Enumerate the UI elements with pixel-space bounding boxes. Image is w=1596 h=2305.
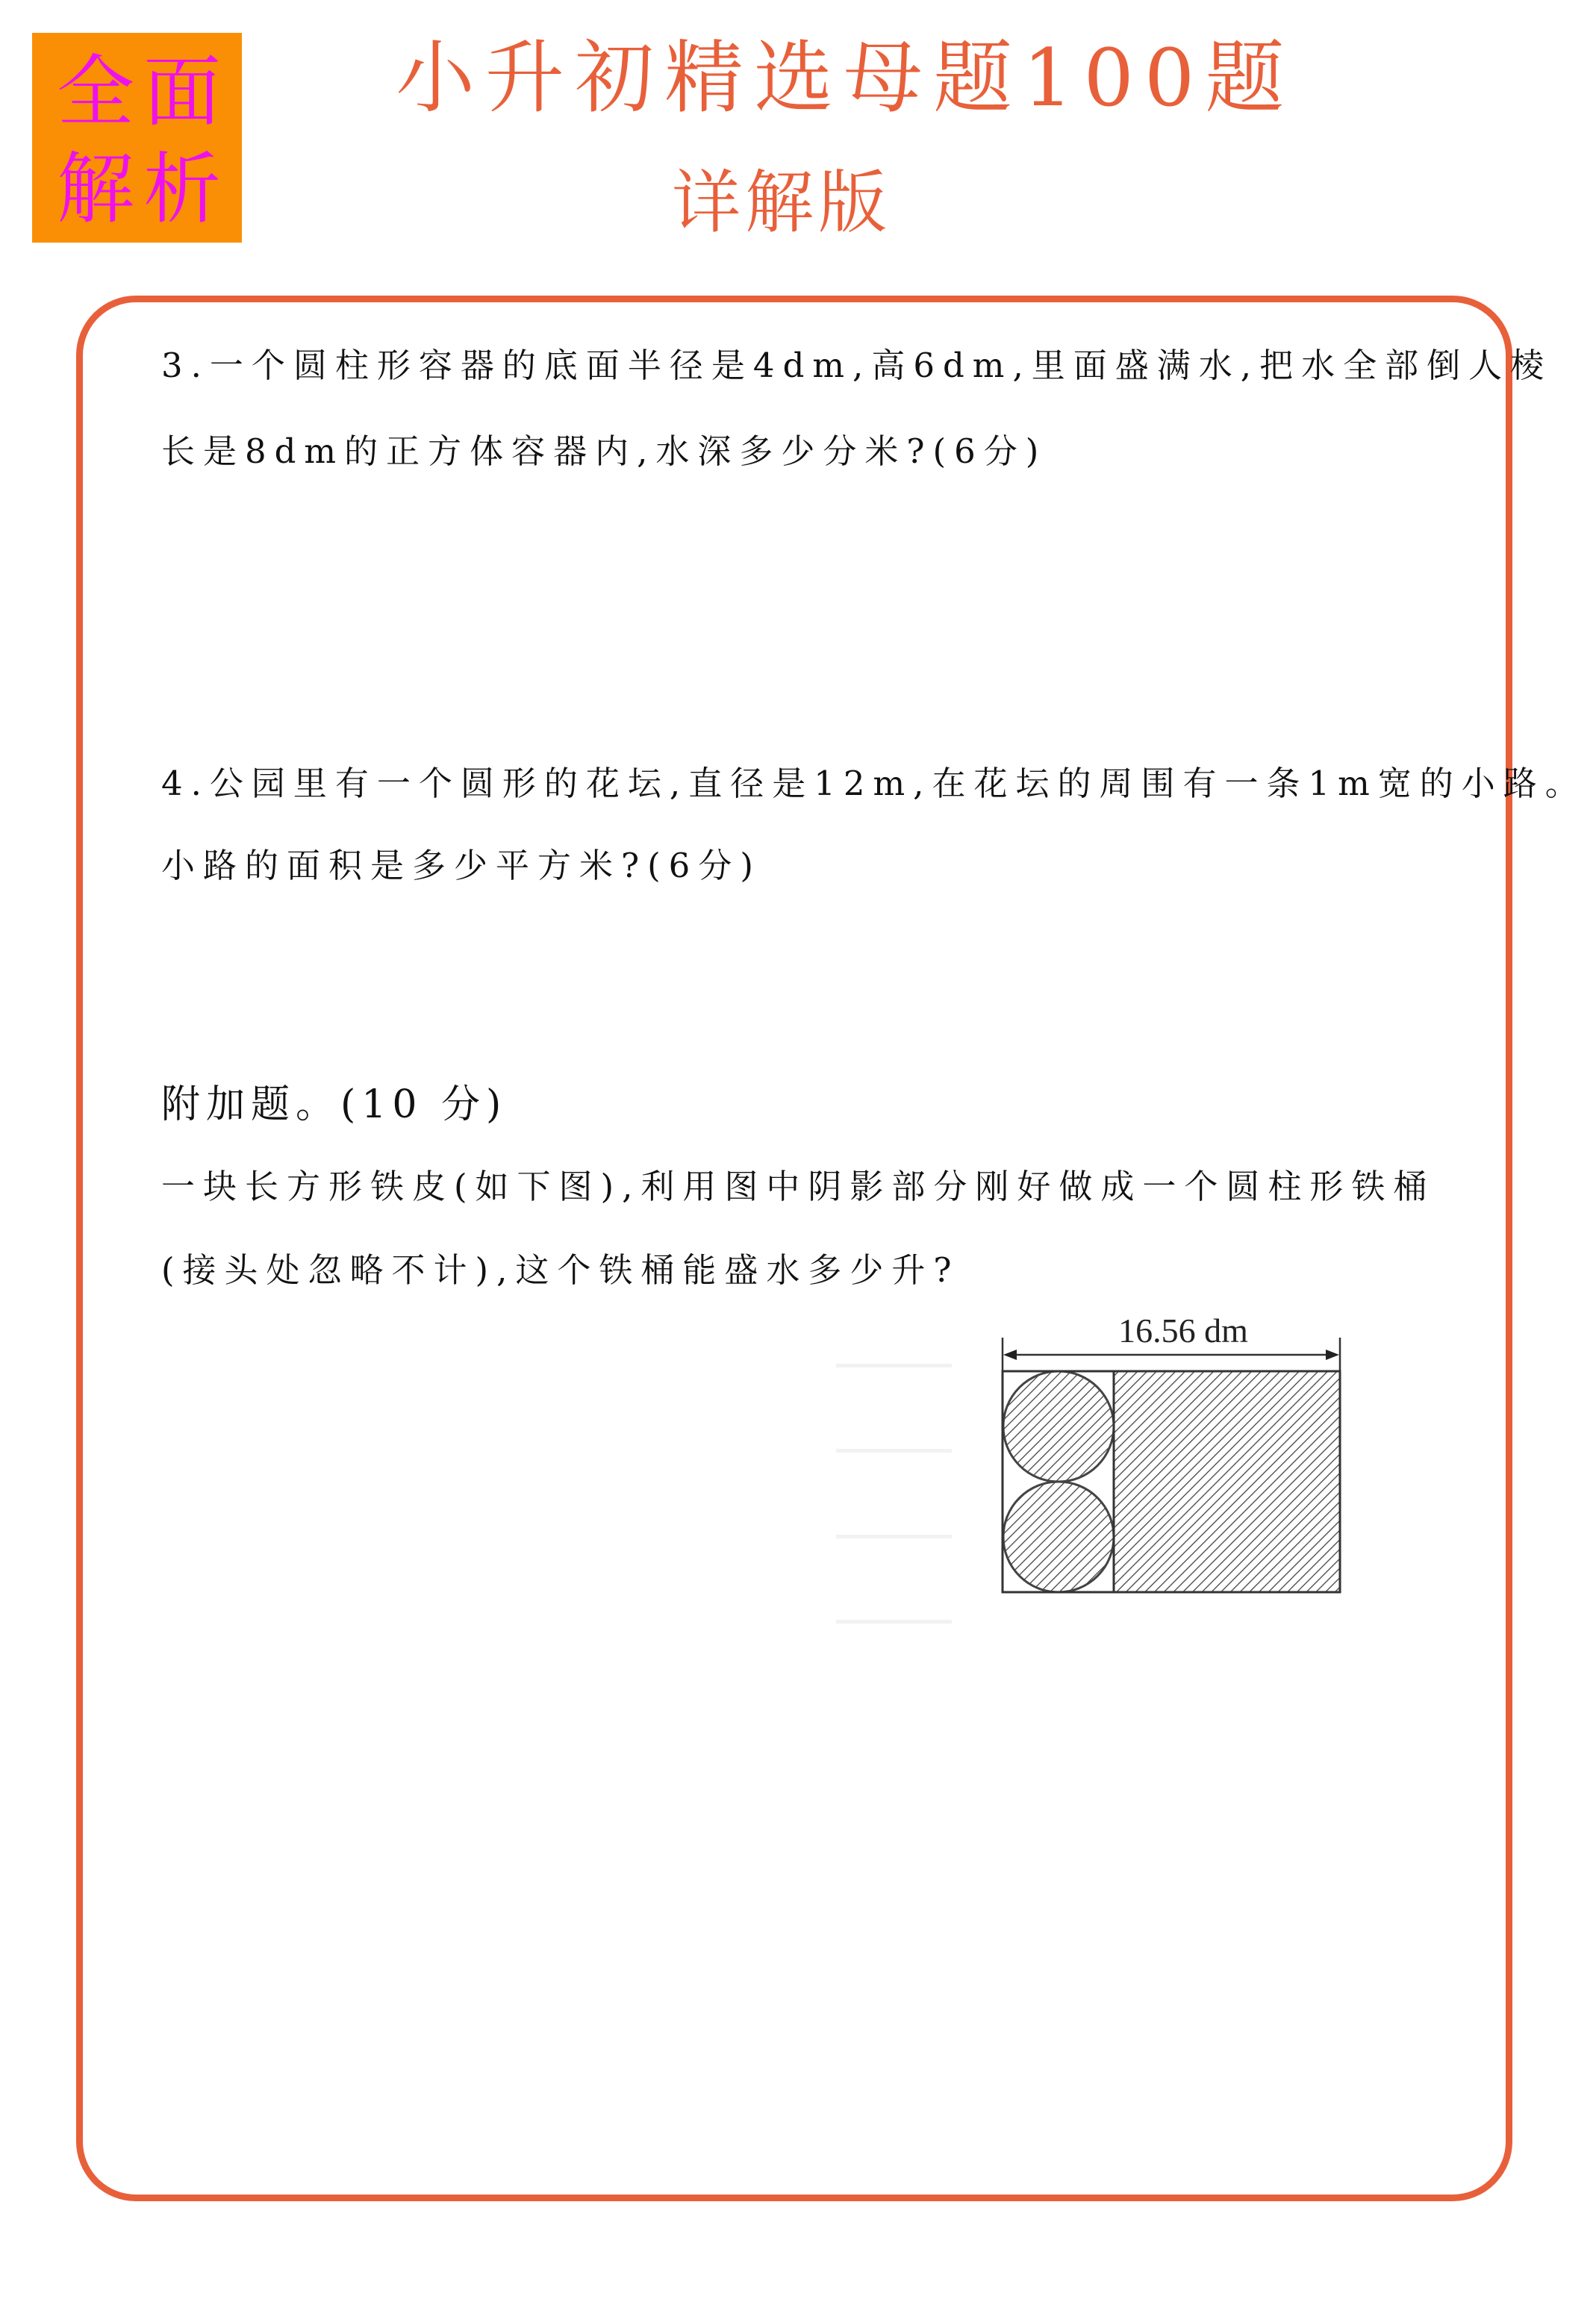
page-title: 小升初精选母题100题 [396, 32, 1295, 124]
faint-rule [836, 1620, 952, 1624]
badge-char: 全 [56, 46, 134, 137]
question-3-line-2: 长是8dm的正方体容器内,水深多少分米?(6分) [161, 431, 1047, 471]
arrow-left-icon [1003, 1350, 1017, 1360]
page-subtitle: 详解版 [672, 163, 892, 243]
shaded-circle-top [1003, 1371, 1114, 1482]
bonus-line-2: (接头处忽略不计),这个铁桶能盛水多少升? [161, 1250, 960, 1290]
shaded-rectangle [1114, 1371, 1340, 1592]
width-dimension-label: 16.56 dm [1118, 1311, 1248, 1350]
arrow-right-icon [1326, 1350, 1339, 1360]
bonus-title: 附加题。(10 分) [161, 1082, 508, 1127]
question-4-line-2: 小路的面积是多少平方米?(6分) [161, 846, 761, 885]
badge-char: 析 [143, 143, 221, 234]
faint-rule [836, 1535, 952, 1538]
sheet-metal-diagram [993, 1311, 1351, 1605]
faint-rule [836, 1449, 952, 1453]
bonus-line-1: 一块长方形铁皮(如下图),利用图中阴影部分刚好做成一个圆柱形铁桶 [161, 1167, 1436, 1206]
question-3-line-1: 3.一个圆柱形容器的底面半径是4dm,高6dm,里面盛满水,把水全部倒人棱 [161, 346, 1553, 385]
badge-char: 解 [56, 143, 134, 234]
badge-full-analysis [32, 33, 242, 243]
faint-rule [836, 1364, 952, 1367]
badge-char: 面 [143, 46, 221, 137]
shaded-circle-bottom [1003, 1482, 1114, 1592]
question-4-line-1: 4.公园里有一个圆形的花坛,直径是12m,在花坛的周围有一条1m宽的小路。 [161, 764, 1587, 803]
